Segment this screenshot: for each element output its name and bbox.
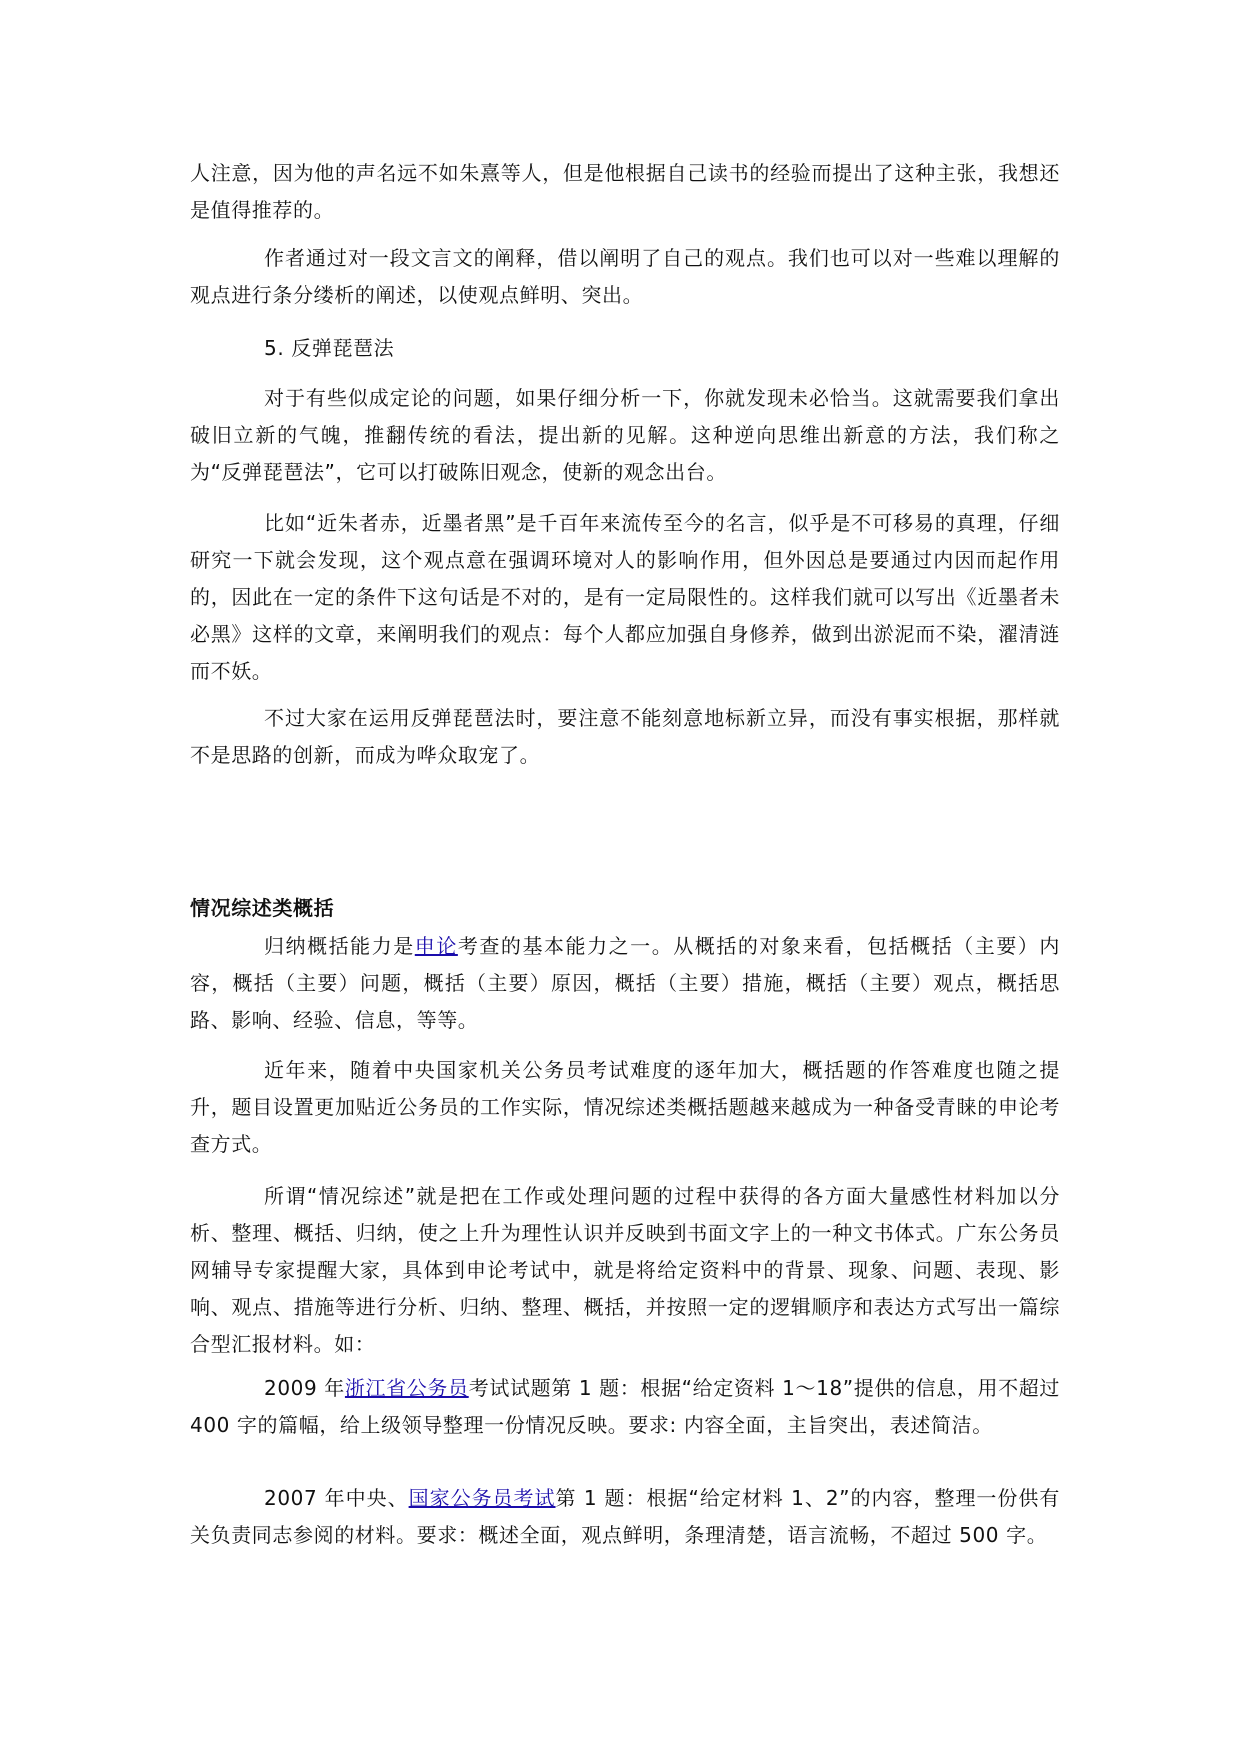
paragraph bbox=[190, 1178, 1060, 1363]
paragraph-continued bbox=[190, 155, 1060, 229]
section-heading bbox=[190, 890, 1060, 927]
paragraph-text-start: 归纳概括能力是 bbox=[264, 934, 415, 958]
paragraph bbox=[190, 1052, 1060, 1163]
paragraph bbox=[190, 240, 1060, 314]
paragraph bbox=[190, 700, 1060, 774]
paragraph bbox=[190, 505, 1060, 690]
paragraph-text bbox=[190, 928, 1060, 1039]
paragraph-text-start: 2009 年 bbox=[264, 1376, 345, 1400]
paragraph-text: 作者通过对一段文言文的阐释，借以阐明了自己的观点。我们也可以对一些难以理解的观点进行条分缕析的阐述，以使观点鲜明、突出。 bbox=[190, 246, 1060, 307]
national-civil-servant-exam-link[interactable]: 国家公务员考试 bbox=[408, 1486, 556, 1510]
paragraph-text bbox=[190, 1370, 1060, 1444]
zhejiang-civil-servant-link[interactable]: 浙江省公务员 bbox=[344, 1376, 469, 1400]
section-item-title: 5. 反弹琵琶法 bbox=[264, 336, 395, 360]
paragraph-text-end: 考试试题第 1 题：根据“给定资料 1～18”提供的信息，用不超过 400 字的篇幅，给上级领导整理一份情况反映。要求: 内容全面，主旨突出，表述简洁。 bbox=[190, 1376, 1061, 1437]
paragraph-text-end: 考查的基本能力之一。从概括的对象来看，包括概括（主要）内容，概括（主要）问题，概括（主要）原因，概括（主要）措施，概括（主要）观点，概括思路、影响、经验、信息，等等。 bbox=[190, 934, 1060, 1032]
paragraph-text: 人注意，因为他的声名远不如朱熹等人，但是他根据自己读书的经验而提出了这种主张，我想还是值得推荐的。 bbox=[190, 161, 1060, 222]
paragraph-text: 所谓“情况综述”就是把在工作或处理问题的过程中获得的各方面大量感性材料加以分析、整理、概括、归纳，使之上升为理性认识并反映到书面文字上的一种文书体式。广东公务员网辅导专家提醒大家，具体到申论考试中，就是将给定资料中的背景、现象、问题、表现、影响、观点、措施等进行分析、归纳、整理、概括，并按照一定的逻辑顺序和表达方式写出一篇综合型汇报材料。如： bbox=[190, 1184, 1060, 1356]
paragraph-text: 不过大家在运用反弹琵琶法时，要注意不能刻意地标新立异，而没有事实根据，那样就不是思路的创新，而成为哗众取宠了。 bbox=[190, 706, 1060, 767]
paragraph bbox=[190, 1480, 1060, 1554]
paragraph-text bbox=[190, 1480, 1060, 1554]
section-item bbox=[190, 330, 1060, 367]
paragraph bbox=[190, 928, 1060, 1039]
paragraph-text: 比如“近朱者赤，近墨者黑”是千百年来流传至今的名言，似乎是不可移易的真理，仔细研究一下就会发现，这个观点意在强调环境对人的影响作用，但外因总是要通过内因而起作用的，因此在一定的条件下这句话是不对的，是有一定局限性的。这样我们就可以写出《近墨者未必黑》这样的文章，来阐明我们的观点：每个人都应加强自身修养，做到出淤泥而不染，濯清涟而不妖。 bbox=[190, 511, 1060, 683]
paragraph-text: 对于有些似成定论的问题，如果仔细分析一下，你就发现未必恰当。这就需要我们拿出破旧立新的气魄，推翻传统的看法，提出新的见解。这种逆向思维出新意的方法，我们称之为“反弹琵琶法”，它可以打破陈旧观念，使新的观念出台。 bbox=[190, 386, 1060, 484]
paragraph-text: 近年来，随着中央国家机关公务员考试难度的逐年加大，概括题的作答难度也随之提升，题目设置更加贴近公务员的工作实际，情况综述类概括题越来越成为一种备受青睐的申论考查方式。 bbox=[190, 1058, 1060, 1156]
paragraph bbox=[190, 1370, 1060, 1444]
paragraph-text-start: 2007 年中央、 bbox=[264, 1486, 409, 1510]
shenlun-link[interactable]: 申论 bbox=[414, 934, 458, 958]
paragraph-text-end: 第 1 题：根据“给定材料 1、2”的内容，整理一份供有关负责同志参阅的材料。要求：概述全面，观点鲜明，条理清楚，语言流畅，不超过 500 字。 bbox=[190, 1486, 1061, 1547]
section-heading-text: 情况综述类概括 bbox=[190, 896, 335, 920]
paragraph bbox=[190, 380, 1060, 491]
